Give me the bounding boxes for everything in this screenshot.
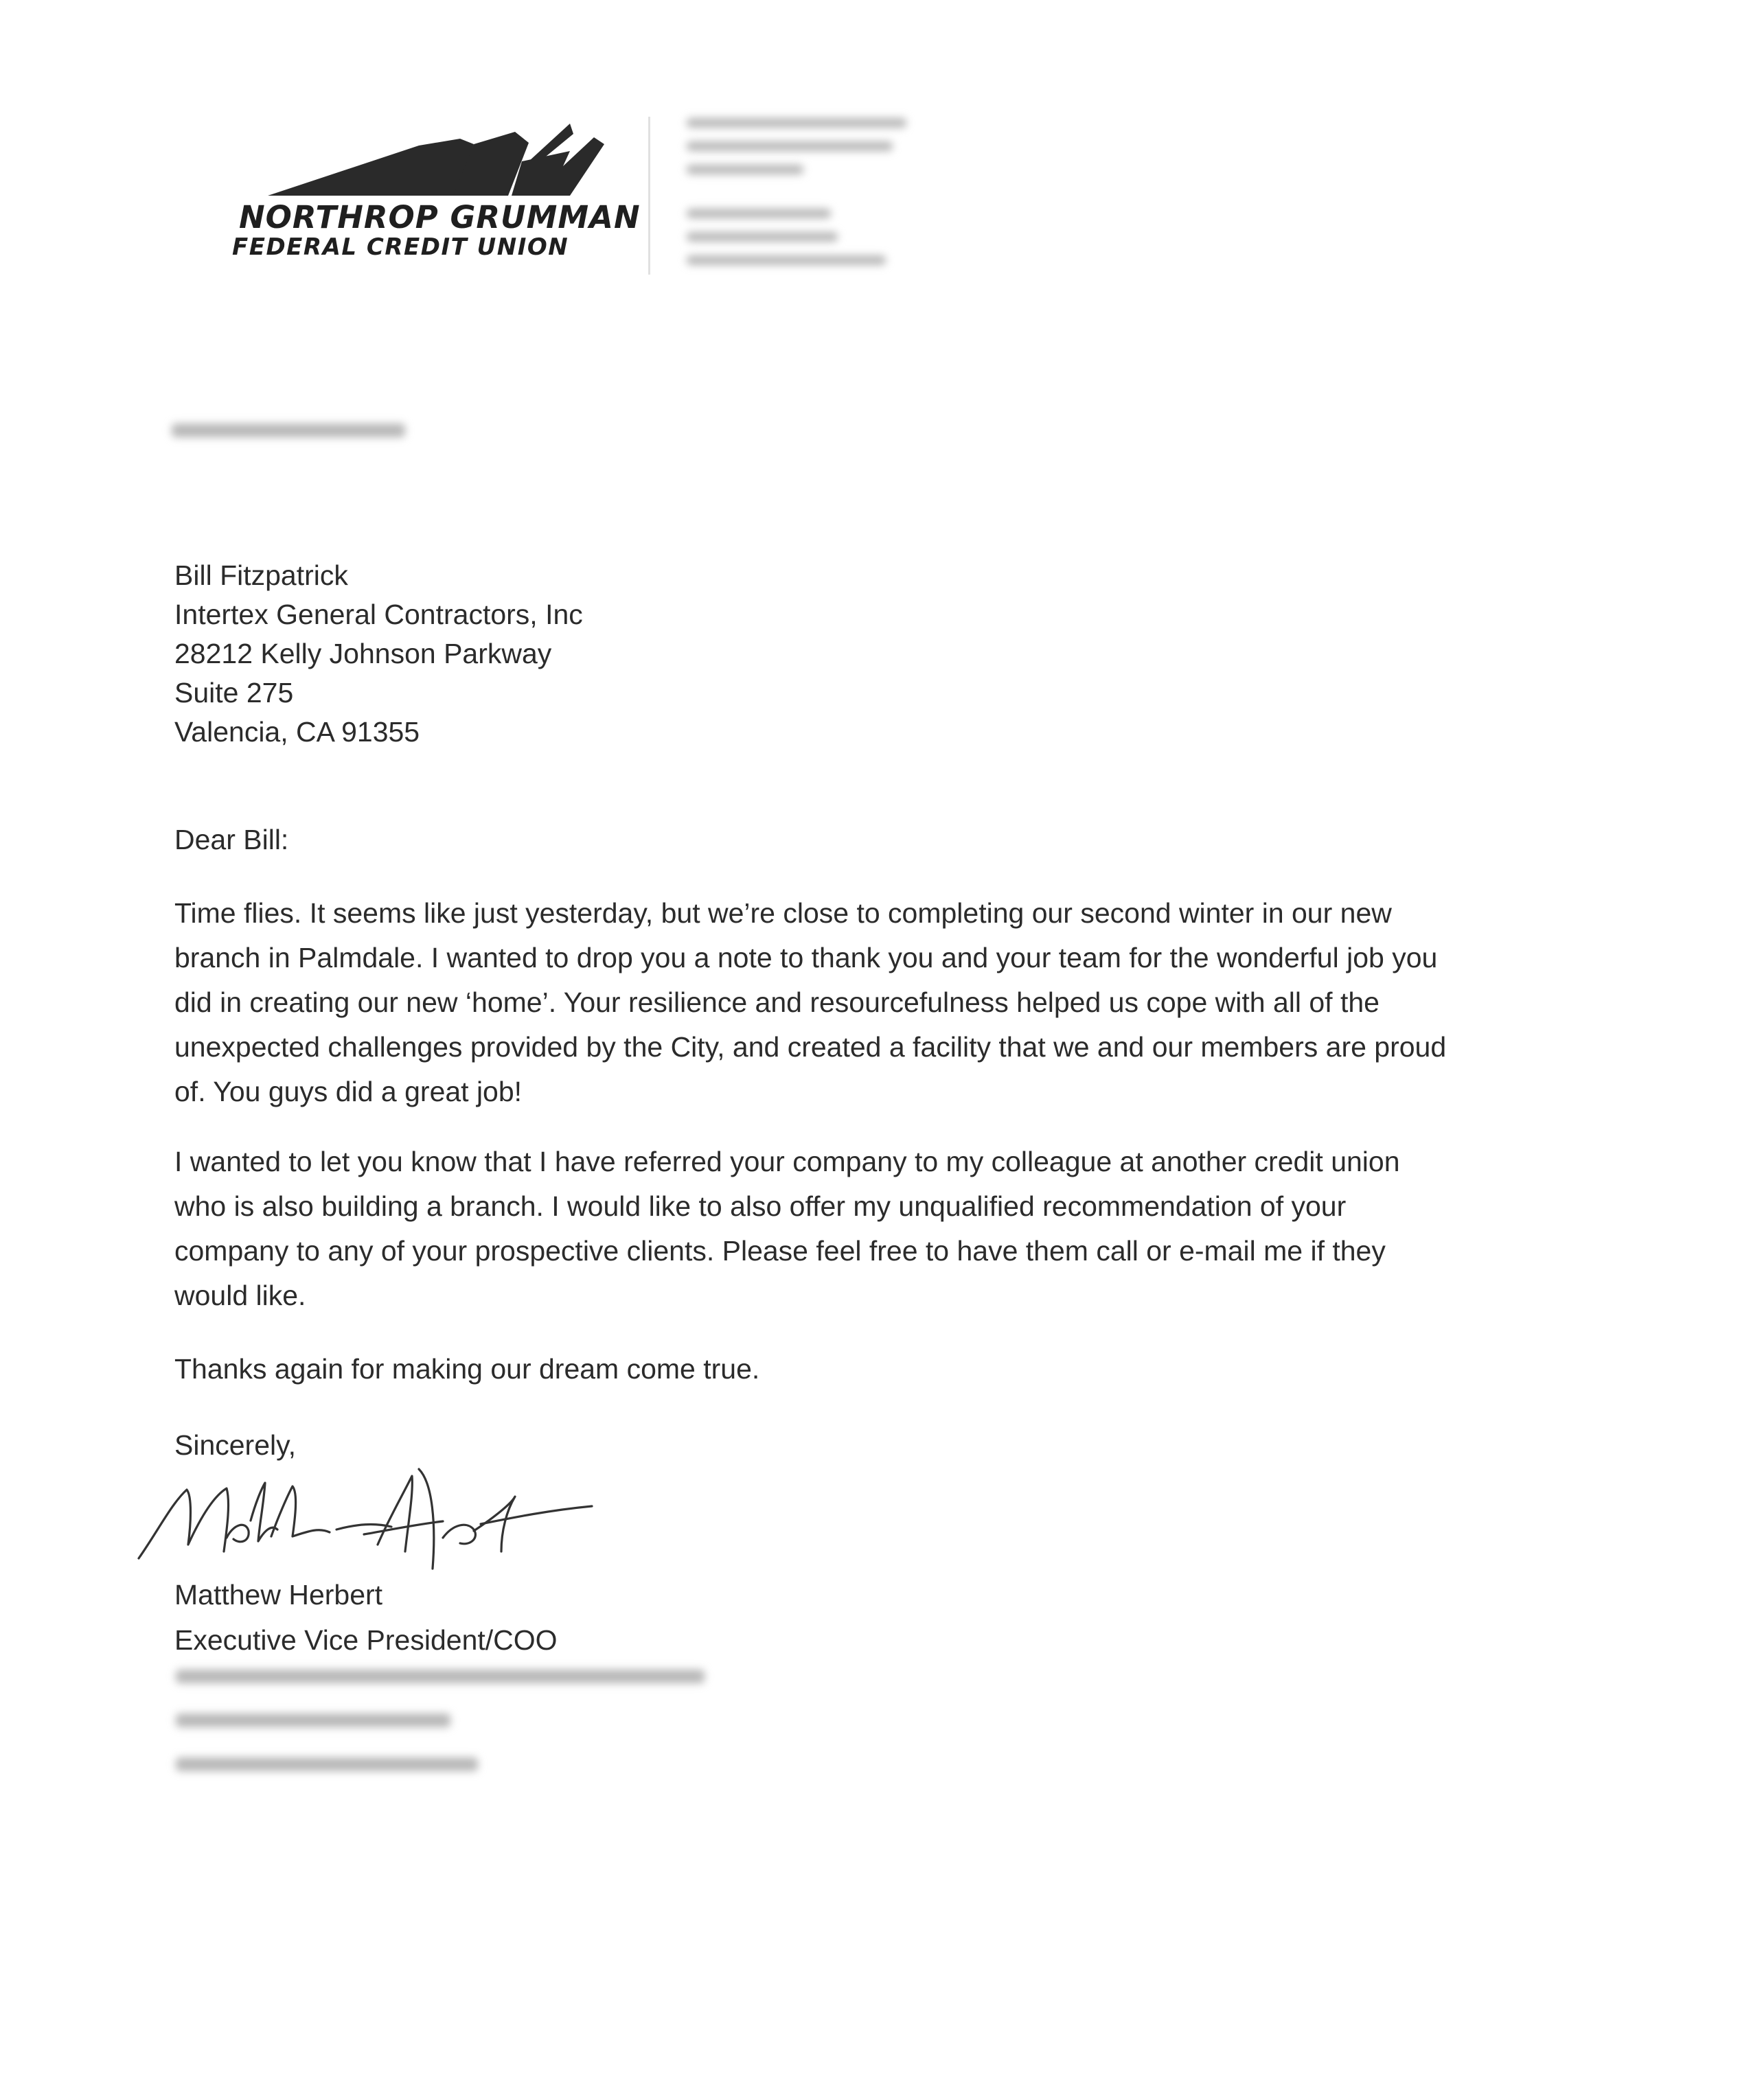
paragraph-line: Thanks again for making our dream come true. (174, 1353, 760, 1385)
paragraph-line: would like. (174, 1280, 306, 1311)
paragraph-line: of. You guys did a great job! (174, 1076, 523, 1107)
wing-logo-icon (247, 124, 611, 199)
signer-name: Matthew Herbert (174, 1579, 383, 1611)
paragraph-line: company to any of your prospective clients. Please feel free to have them call or e-mail me if they (174, 1235, 1386, 1267)
paragraph-line: did in creating our new ‘home’. Your resilience and resourcefulness helped us cope with all of the (174, 986, 1380, 1018)
recipient-company: Intertex General Contractors, Inc (174, 599, 583, 630)
recipient-address (174, 556, 583, 752)
letterhead-logo (227, 124, 641, 275)
recipient-street: 28212 Kelly Johnson Parkway (174, 638, 552, 669)
body-paragraph-3 (174, 1347, 1548, 1392)
signer-title: Executive Vice President/COO (174, 1624, 558, 1656)
org-name-line1: NORTHROP GRUMMAN (239, 199, 641, 235)
closing: Sincerely, (174, 1429, 296, 1461)
recipient-name: Bill Fitzpatrick (174, 559, 348, 591)
redacted-date (172, 424, 419, 451)
redacted-letterhead-contact (687, 118, 920, 279)
letterhead-divider (648, 117, 650, 275)
paragraph-line: who is also building a branch. I would like to also offer my unqualified recommendation of your (174, 1190, 1347, 1222)
recipient-city: Valencia, CA 91355 (174, 716, 420, 748)
paragraph-line: I wanted to let you know that I have referred your company to my colleague at another credit union (174, 1146, 1400, 1177)
salutation: Dear Bill: (174, 824, 289, 855)
paragraph-line: Time flies. It seems like just yesterday, but we’re close to completing our second winter in our new (174, 897, 1392, 929)
recipient-suite: Suite 275 (174, 677, 294, 708)
paragraph-line: unexpected challenges provided by the City, and created a facility that we and our members are proud (174, 1031, 1447, 1063)
body-paragraph-1 (174, 891, 1548, 1114)
org-name-line2: FEDERAL CREDIT UNION (232, 233, 569, 261)
paragraph-line: branch in Palmdale. I wanted to drop you a note to thank you and your team for the wonderful job you (174, 942, 1438, 973)
signer-block (174, 1572, 558, 1663)
body-paragraph-2 (174, 1140, 1548, 1318)
redacted-signer-contact (176, 1670, 725, 1785)
handwritten-signature (130, 1455, 611, 1579)
